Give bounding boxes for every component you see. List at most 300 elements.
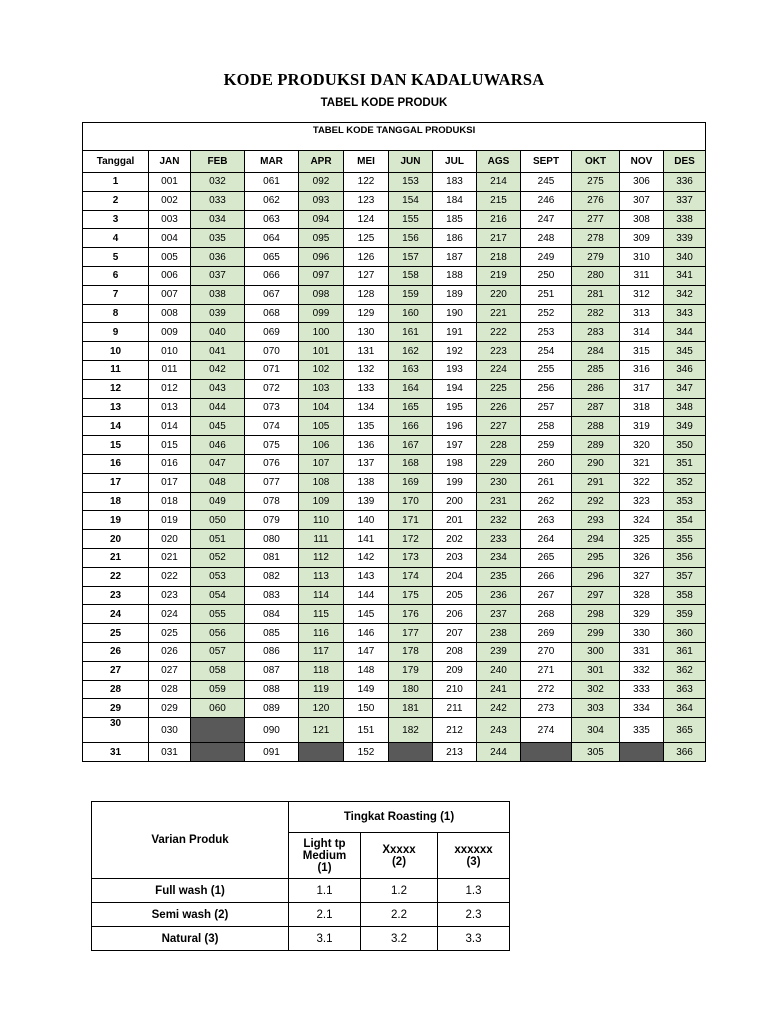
code-cell: 151 [344,718,389,743]
code-cell: 209 [433,661,477,680]
code-cell: 298 [572,605,620,624]
code-cell: 111 [299,530,344,549]
code-cell: 275 [572,173,620,192]
code-cell: 160 [389,304,433,323]
code-cell: 237 [477,605,521,624]
code-cell: 134 [344,398,389,417]
code-cell: 044 [191,398,245,417]
code-cell: 168 [389,454,433,473]
code-cell: 181 [389,699,433,718]
code-cell: 296 [572,567,620,586]
code-cell: 322 [620,473,664,492]
code-cell: 004 [149,229,191,248]
day-cell: 25 [83,624,149,643]
code-cell: 222 [477,323,521,342]
document-title: KODE PRODUKSI DAN KADALUWARSA [223,70,545,89]
code-cell: 272 [521,680,572,699]
code-cell: 141 [344,530,389,549]
table-row [83,360,706,379]
month-header-3: APR [299,151,344,173]
code-cell: 057 [191,642,245,661]
code-cell: 036 [191,248,245,267]
code-cell: 117 [299,642,344,661]
code-cell: 357 [664,567,706,586]
code-cell: 119 [299,680,344,699]
code-cell: 280 [572,266,620,285]
code-cell: 314 [620,323,664,342]
code-cell: 355 [664,530,706,549]
code-cell: 255 [521,360,572,379]
code-cell: 210 [433,680,477,699]
code-cell: 098 [299,285,344,304]
day-cell: 29 [83,699,149,718]
code-cell: 278 [572,229,620,248]
day-cell: 13 [83,398,149,417]
code-cell: 366 [664,743,706,762]
code-cell: 306 [620,173,664,192]
code-cell: 346 [664,360,706,379]
code-cell: 107 [299,454,344,473]
code-cell: 021 [149,548,191,567]
code-cell: 350 [664,436,706,455]
code-cell: 193 [433,360,477,379]
blank-cell [191,718,245,743]
roast-level-text: (2) [391,855,407,868]
code-cell: 221 [477,304,521,323]
code-cell: 171 [389,511,433,530]
code-cell: 170 [389,492,433,511]
code-cell: 165 [389,398,433,417]
code-cell: 048 [191,473,245,492]
code-cell: 175 [389,586,433,605]
code-cell: 249 [521,248,572,267]
code-cell: 282 [572,304,620,323]
code-cell: 114 [299,586,344,605]
code-cell: 285 [572,360,620,379]
roast-code-cell: 2.3 [438,903,510,927]
code-cell: 316 [620,360,664,379]
code-cell: 110 [299,511,344,530]
code-cell: 156 [389,229,433,248]
table-row [83,586,706,605]
code-cell: 217 [477,229,521,248]
roast-code-cell: 3.3 [438,927,510,951]
code-cell: 178 [389,642,433,661]
code-cell: 148 [344,661,389,680]
production-table-body [83,173,706,762]
code-cell: 246 [521,191,572,210]
table-row [83,266,706,285]
code-cell: 184 [433,191,477,210]
code-cell: 287 [572,398,620,417]
code-cell: 028 [149,680,191,699]
code-cell: 348 [664,398,706,417]
variant-cell: Semi wash (2) [92,903,289,927]
code-cell: 177 [389,624,433,643]
day-cell: 5 [83,248,149,267]
code-cell: 090 [245,718,299,743]
code-cell: 239 [477,642,521,661]
day-cell: 19 [83,511,149,530]
code-cell: 215 [477,191,521,210]
code-cell: 130 [344,323,389,342]
code-cell: 063 [245,210,299,229]
code-cell: 012 [149,379,191,398]
code-cell: 262 [521,492,572,511]
day-cell: 12 [83,379,149,398]
table-row [83,229,706,248]
code-cell: 080 [245,530,299,549]
table-row [83,661,706,680]
code-cell: 307 [620,191,664,210]
day-cell: 20 [83,530,149,549]
code-cell: 230 [477,473,521,492]
code-cell: 265 [521,548,572,567]
code-cell: 157 [389,248,433,267]
code-cell: 186 [433,229,477,248]
day-cell: 23 [83,586,149,605]
code-cell: 363 [664,680,706,699]
code-cell: 053 [191,567,245,586]
code-cell: 033 [191,191,245,210]
code-cell: 039 [191,304,245,323]
code-cell: 166 [389,417,433,436]
code-cell: 295 [572,548,620,567]
table-row [83,680,706,699]
code-cell: 308 [620,210,664,229]
code-cell: 042 [191,360,245,379]
document-subtitle: TABEL KODE PRODUK [320,97,448,109]
code-cell: 159 [389,285,433,304]
code-cell: 100 [299,323,344,342]
code-cell: 139 [344,492,389,511]
code-cell: 060 [191,699,245,718]
day-cell: 24 [83,605,149,624]
code-cell: 056 [191,624,245,643]
code-cell: 169 [389,473,433,492]
month-header-10: NOV [620,151,664,173]
code-cell: 088 [245,680,299,699]
code-cell: 344 [664,323,706,342]
code-cell: 152 [344,743,389,762]
code-cell: 038 [191,285,245,304]
code-cell: 106 [299,436,344,455]
code-cell: 133 [344,379,389,398]
month-header-4: MEI [344,151,389,173]
code-cell: 167 [389,436,433,455]
code-cell: 059 [191,680,245,699]
code-cell: 321 [620,454,664,473]
code-cell: 351 [664,454,706,473]
code-cell: 347 [664,379,706,398]
roasting-table-body [92,879,510,951]
roast-level-text: (1) [317,861,332,874]
day-cell: 10 [83,342,149,361]
code-cell: 014 [149,417,191,436]
code-cell: 074 [245,417,299,436]
code-cell: 145 [344,605,389,624]
code-cell: 234 [477,548,521,567]
code-cell: 082 [245,567,299,586]
code-cell: 264 [521,530,572,549]
code-cell: 364 [664,699,706,718]
code-cell: 291 [572,473,620,492]
table-row [83,605,706,624]
code-cell: 323 [620,492,664,511]
code-cell: 146 [344,624,389,643]
code-cell: 071 [245,360,299,379]
code-cell: 247 [521,210,572,229]
roast-code-cell: 1.1 [289,879,361,903]
code-cell: 072 [245,379,299,398]
code-cell: 224 [477,360,521,379]
code-cell: 206 [433,605,477,624]
code-cell: 083 [245,586,299,605]
code-cell: 197 [433,436,477,455]
code-cell: 358 [664,586,706,605]
code-cell: 126 [344,248,389,267]
code-cell: 054 [191,586,245,605]
roast-level-header: Tingkat Roasting (1) [289,802,510,833]
blank-cell [389,743,433,762]
day-cell: 6 [83,266,149,285]
table-row [83,624,706,643]
code-cell: 155 [389,210,433,229]
production-code-table [82,122,706,762]
code-cell: 084 [245,605,299,624]
code-cell: 331 [620,642,664,661]
day-cell: 11 [83,360,149,379]
code-cell: 079 [245,511,299,530]
table-row [83,285,706,304]
code-cell: 315 [620,342,664,361]
blank-cell [521,743,572,762]
code-cell: 127 [344,266,389,285]
code-cell: 271 [521,661,572,680]
code-cell: 005 [149,248,191,267]
code-cell: 032 [191,173,245,192]
day-cell: 17 [83,473,149,492]
code-cell: 244 [477,743,521,762]
code-cell: 105 [299,417,344,436]
code-cell: 091 [245,743,299,762]
code-cell: 227 [477,417,521,436]
day-cell: 21 [83,548,149,567]
code-cell: 362 [664,661,706,680]
code-cell: 058 [191,661,245,680]
code-cell: 257 [521,398,572,417]
code-cell: 229 [477,454,521,473]
code-cell: 015 [149,436,191,455]
code-cell: 019 [149,511,191,530]
code-cell: 003 [149,210,191,229]
code-cell: 142 [344,548,389,567]
code-cell: 018 [149,492,191,511]
month-header-1: FEB [191,151,245,173]
code-cell: 182 [389,718,433,743]
code-cell: 343 [664,304,706,323]
code-cell: 163 [389,360,433,379]
roast-code-cell: 3.1 [289,927,361,951]
code-cell: 109 [299,492,344,511]
code-cell: 123 [344,191,389,210]
day-cell: 16 [83,454,149,473]
table-row [83,473,706,492]
code-cell: 208 [433,642,477,661]
day-cell: 8 [83,304,149,323]
roast-level-0 [289,833,361,879]
code-cell: 211 [433,699,477,718]
code-cell: 009 [149,323,191,342]
code-cell: 183 [433,173,477,192]
code-cell: 259 [521,436,572,455]
code-cell: 356 [664,548,706,567]
code-cell: 101 [299,342,344,361]
code-cell: 185 [433,210,477,229]
roast-level-text: (3) [466,855,481,868]
code-cell: 002 [149,191,191,210]
code-cell: 219 [477,266,521,285]
code-cell: 020 [149,530,191,549]
code-cell: 189 [433,285,477,304]
roast-code-cell: 2.2 [361,903,438,927]
day-cell: 27 [83,661,149,680]
code-cell: 062 [245,191,299,210]
day-cell: 1 [83,173,149,192]
code-cell: 270 [521,642,572,661]
code-cell: 294 [572,530,620,549]
code-cell: 309 [620,229,664,248]
code-cell: 092 [299,173,344,192]
month-header-2: MAR [245,151,299,173]
code-cell: 207 [433,624,477,643]
blank-cell [620,743,664,762]
code-cell: 113 [299,567,344,586]
code-cell: 330 [620,624,664,643]
code-cell: 116 [299,624,344,643]
code-cell: 112 [299,548,344,567]
code-cell: 338 [664,210,706,229]
code-cell: 070 [245,342,299,361]
month-header-6: JUL [433,151,477,173]
table-row [83,699,706,718]
code-cell: 335 [620,718,664,743]
code-cell: 223 [477,342,521,361]
code-cell: 076 [245,454,299,473]
code-cell: 195 [433,398,477,417]
code-cell: 250 [521,266,572,285]
code-cell: 132 [344,360,389,379]
code-cell: 173 [389,548,433,567]
code-cell: 258 [521,417,572,436]
code-cell: 075 [245,436,299,455]
code-cell: 006 [149,266,191,285]
code-cell: 333 [620,680,664,699]
code-cell: 125 [344,229,389,248]
month-header-11: DES [664,151,706,173]
code-cell: 243 [477,718,521,743]
code-cell: 252 [521,304,572,323]
table-row [83,191,706,210]
code-cell: 196 [433,417,477,436]
table-row [83,342,706,361]
code-cell: 289 [572,436,620,455]
code-cell: 283 [572,323,620,342]
code-cell: 353 [664,492,706,511]
code-cell: 047 [191,454,245,473]
code-cell: 162 [389,342,433,361]
table-row [83,743,706,762]
code-cell: 359 [664,605,706,624]
code-cell: 212 [433,718,477,743]
code-cell: 011 [149,360,191,379]
roast-level-text: Light tp [303,837,346,850]
code-cell: 251 [521,285,572,304]
roast-code-cell: 1.3 [438,879,510,903]
code-cell: 214 [477,173,521,192]
code-cell: 013 [149,398,191,417]
code-cell: 176 [389,605,433,624]
code-cell: 202 [433,530,477,549]
code-cell: 052 [191,548,245,567]
code-cell: 365 [664,718,706,743]
day-cell: 3 [83,210,149,229]
code-cell: 099 [299,304,344,323]
code-cell: 220 [477,285,521,304]
code-cell: 337 [664,191,706,210]
code-cell: 284 [572,342,620,361]
code-cell: 187 [433,248,477,267]
code-cell: 037 [191,266,245,285]
code-cell: 115 [299,605,344,624]
production-table-caption: TABEL KODE TANGGAL PRODUKSI [83,123,706,151]
month-header-7: AGS [477,151,521,173]
code-cell: 260 [521,454,572,473]
code-cell: 023 [149,586,191,605]
code-cell: 268 [521,605,572,624]
code-cell: 025 [149,624,191,643]
code-cell: 026 [149,642,191,661]
code-cell: 240 [477,661,521,680]
code-cell: 045 [191,417,245,436]
code-cell: 305 [572,743,620,762]
code-cell: 068 [245,304,299,323]
code-cell: 035 [191,229,245,248]
roast-code-cell: 1.2 [361,879,438,903]
table-row [92,903,510,927]
code-cell: 317 [620,379,664,398]
roast-code-cell: 2.1 [289,903,361,927]
code-cell: 320 [620,436,664,455]
code-cell: 094 [299,210,344,229]
code-cell: 086 [245,642,299,661]
code-cell: 310 [620,248,664,267]
code-cell: 319 [620,417,664,436]
table-row [83,323,706,342]
code-cell: 041 [191,342,245,361]
code-cell: 180 [389,680,433,699]
code-cell: 342 [664,285,706,304]
code-cell: 017 [149,473,191,492]
code-cell: 064 [245,229,299,248]
code-cell: 329 [620,605,664,624]
code-cell: 205 [433,586,477,605]
table-row [83,436,706,455]
code-cell: 016 [149,454,191,473]
code-cell: 129 [344,304,389,323]
table-row [83,173,706,192]
code-cell: 281 [572,285,620,304]
